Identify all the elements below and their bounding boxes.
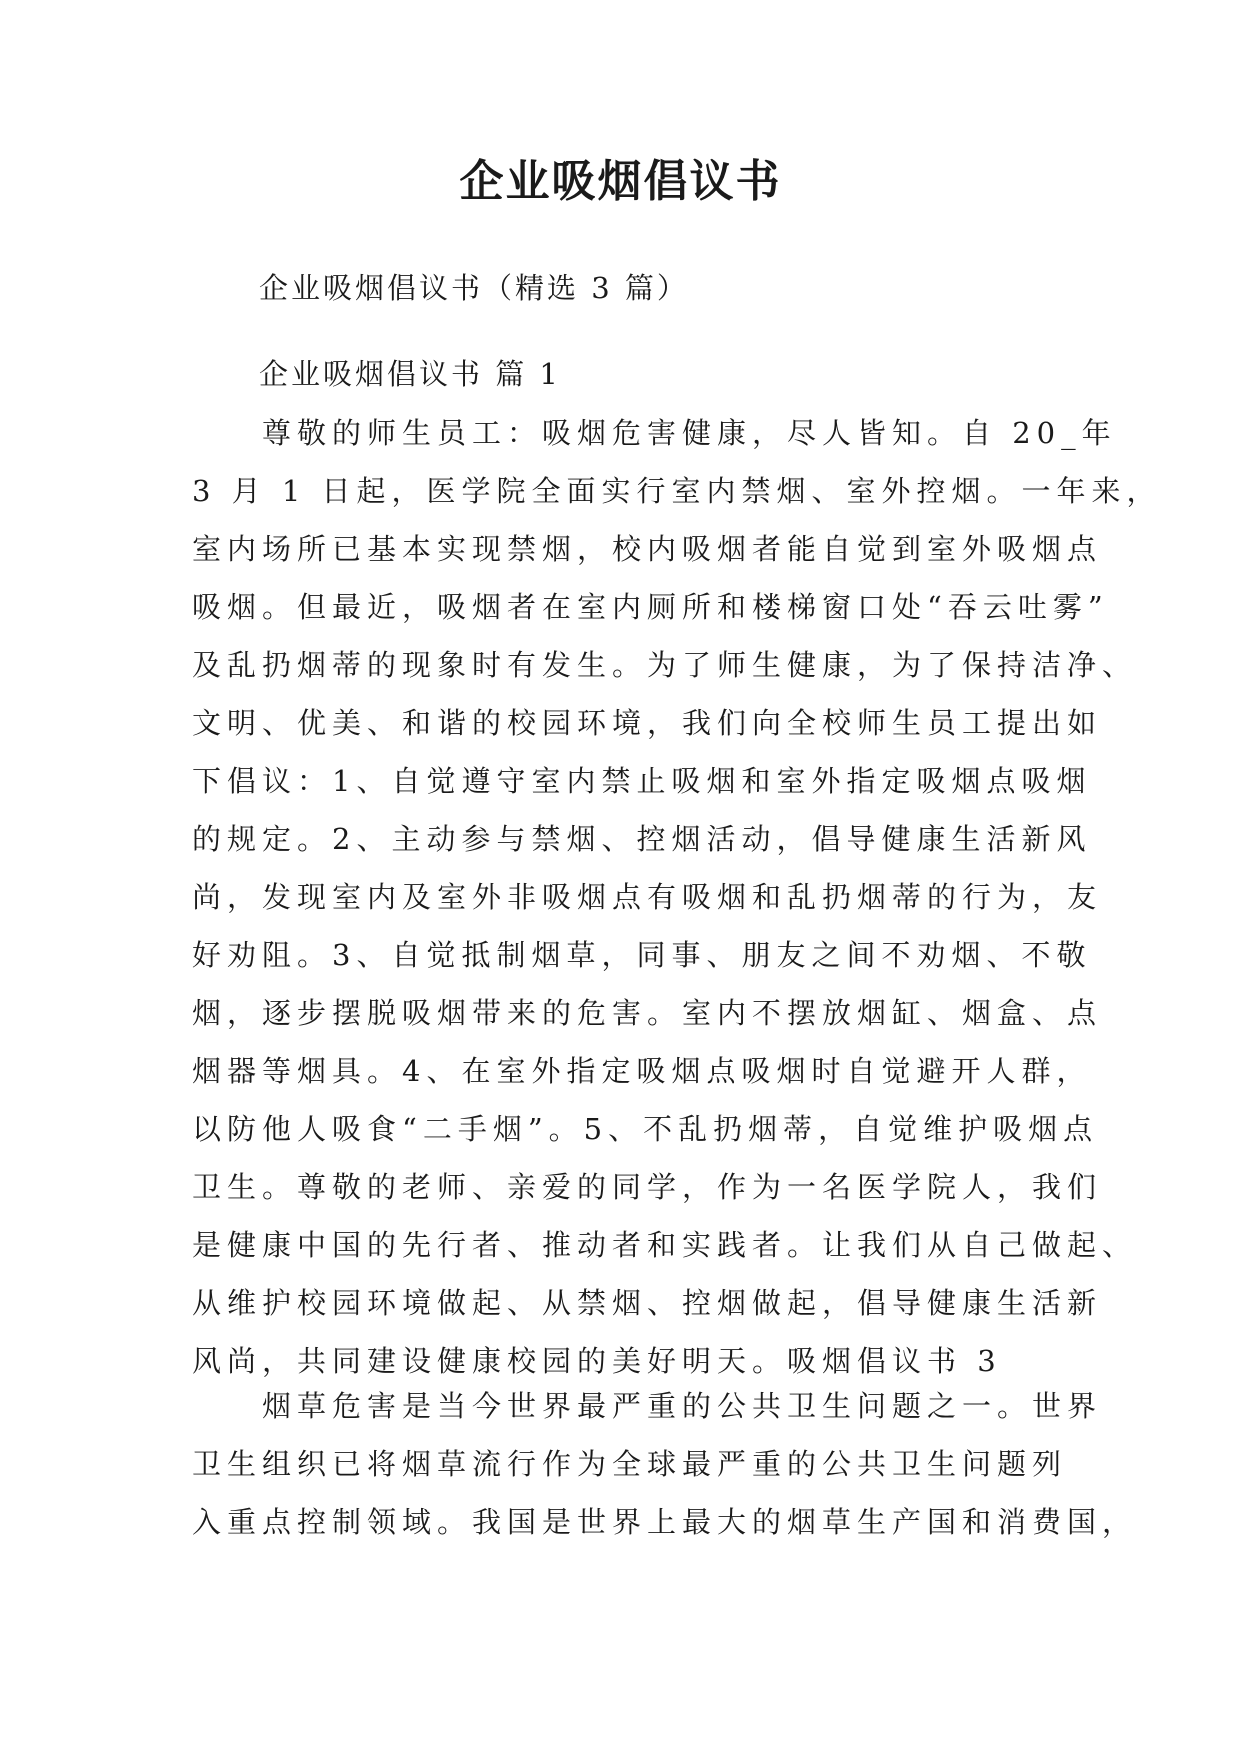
paragraph-line: 的规定。2、主动参与禁烟、控烟活动，倡导健康生活新风 bbox=[192, 822, 1092, 856]
paragraph-line: 卫生。尊敬的老师、亲爱的同学，作为一名医学院人，我们 bbox=[192, 1170, 1103, 1204]
paragraph-line: 吸烟。但最近，吸烟者在室内厕所和楼梯窗口处“吞云吐雾” bbox=[192, 590, 1109, 624]
paragraph-line: 烟，逐步摆脱吸烟带来的危害。室内不摆放烟缸、烟盒、点 bbox=[192, 996, 1103, 1030]
paragraph-line: 以防他人吸食“二手烟”。5、不乱扔烟蒂，自觉维护吸烟点 bbox=[192, 1112, 1099, 1146]
paragraph-line: 卫生组织已将烟草流行作为全球最严重的公共卫生问题列 bbox=[192, 1447, 1068, 1481]
paragraph-line: 文明、优美、和谐的校园环境，我们向全校师生员工提出如 bbox=[192, 706, 1103, 740]
paragraph-line: 从维护校园环境做起、从禁烟、控烟做起，倡导健康生活新 bbox=[192, 1286, 1103, 1320]
paragraph-2 bbox=[192, 1377, 1138, 1551]
paragraph-line: 及乱扔烟蒂的现象时有发生。为了师生健康，为了保持洁净、 bbox=[192, 648, 1138, 682]
paragraph-line: 入重点控制领域。我国是世界上最大的烟草生产国和消费国， bbox=[192, 1505, 1138, 1539]
document-subtitle: 企业吸烟倡议书（精选 3 篇） bbox=[259, 271, 689, 305]
paragraph-line: 3 月 1 日起，医学院全面实行室内禁烟、室外控烟。一年来， bbox=[192, 474, 1162, 508]
paragraph-line: 室内场所已基本实现禁烟，校内吸烟者能自觉到室外吸烟点 bbox=[192, 532, 1103, 566]
paragraph-1 bbox=[192, 404, 1162, 1390]
paragraph-line: 下倡议：1、自觉遵守室内禁止吸烟和室外指定吸烟点吸烟 bbox=[192, 764, 1092, 798]
paragraph-line: 尚，发现室内及室外非吸烟点有吸烟和乱扔烟蒂的行为，友 bbox=[192, 880, 1103, 914]
paragraph-line: 好劝阻。3、自觉抵制烟草，同事、朋友之间不劝烟、不敬 bbox=[192, 938, 1092, 972]
section-heading: 企业吸烟倡议书 篇 1 bbox=[259, 357, 561, 391]
paragraph-line: 烟器等烟具。4、在室外指定吸烟点吸烟时自觉避开人群， bbox=[192, 1054, 1092, 1088]
document-title: 企业吸烟倡议书 bbox=[459, 156, 782, 207]
paragraph-line: 风尚，共同建设健康校园的美好明天。吸烟倡议书 3 bbox=[192, 1344, 1002, 1378]
paragraph-line: 尊敬的师生员工：吸烟危害健康，尽人皆知。自 20_年 bbox=[192, 416, 1117, 450]
paragraph-line: 是健康中国的先行者、推动者和实践者。让我们从自己做起、 bbox=[192, 1228, 1138, 1262]
paragraph-line: 烟草危害是当今世界最严重的公共卫生问题之一。世界 bbox=[192, 1389, 1103, 1423]
